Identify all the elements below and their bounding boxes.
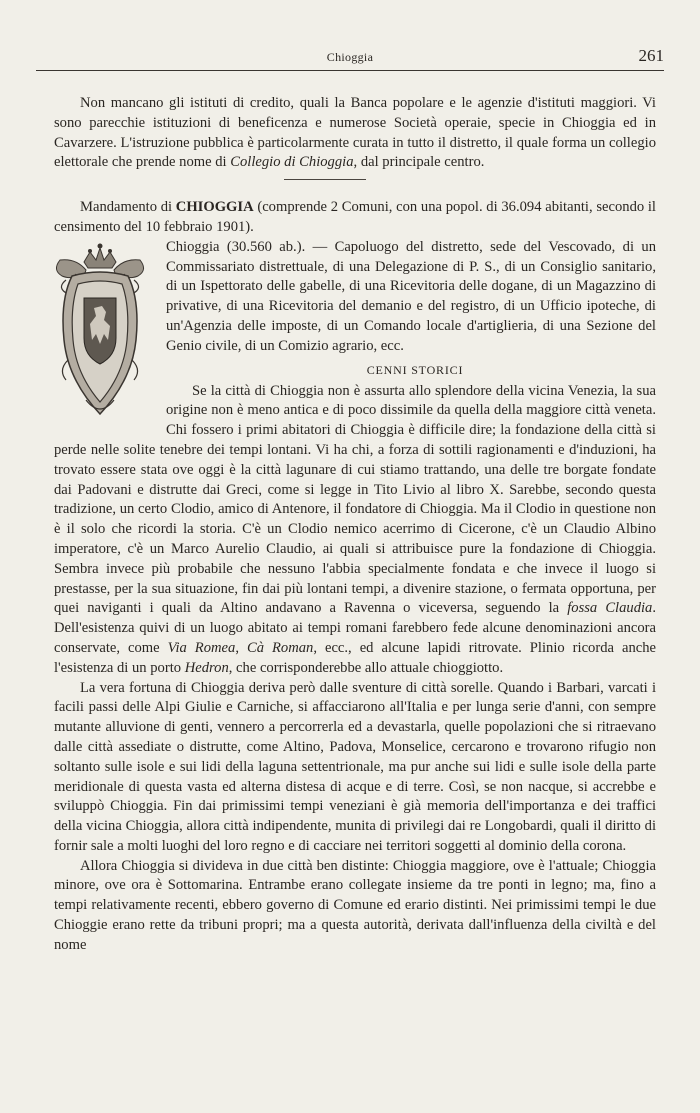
page-number: 261: [638, 46, 664, 65]
mandamento-name: CHIOGGIA: [175, 199, 254, 216]
fossa-claudia: fossa Claudia: [567, 600, 653, 617]
history-paragraph-3: Allora Chioggia si divideva in due città ben distinte: Chioggia maggiore, ove è l'attuale; Chioggia minore, ove ora è Sottomarina. Entrambe erano collegate insieme da tre ponti in legno; ma, fino a tempi relativamente recenti, ebbero governo di Comune ed erario distinti. Nei primissimi tempi le due Chioggie erano rette da tribuni propri; ma a questa autorità, derivata dall'influenza della civiltà e del nome: [54, 857, 656, 953]
history-text-b: . Dell'esistenza quivi di un luogo abitato ai tempi romani farebbero fede alcune denominazioni ancora conservate, come: [54, 600, 656, 656]
city-paragraph: Chioggia (30.560 ab.). — Capoluogo del distretto, sede del Vescovado, di un Commissariato distrettuale, di una Delegazione di P. S., di un Consiglio sanitario, di un Ispettorato delle gabelle, di una Ricevitoria delle dogane, di un Magazzino di privative, di una Ricevitoria del demanio e del registro, di un Ufficio ipoteche, di un'Agenzia delle imposte, di un Comando locale d'artiglieria, di una Sezione del Genio civile, di un Comizio agrario, ecc.: [166, 238, 656, 354]
history-paragraph-2: La vera fortuna di Chioggia deriva però dalle sventure di città sorelle. Quando i Barbari, varcati i facili passi delle Alpi Giulie e Carniche, si affacciarono all'Italia e per lunga serie d'anni, con sempre mutante alluvione di genti, vennero a percorrerla ed a devastarla, quelle popolazioni che si ritraevano dalle città assediate o distrutte, come Altino, Padova, Monselice, cercarono e trovarono rifugio non soltanto sulle isole e sui lidi della laguna settentrionale, ma pur anche sui lidi e sulle isole della parte meridionale di questa vasta ed alterna distesa di acque e di terre. Così, se non nacque, si accrebbe e sviluppò Chioggia. Fin dai primissimi tempi veneziani è già memoria dell'importanza e dei traffici della vicina Chioggia, allora città indipendente, munita di privilegi dai re Longobardi, quali il diritto di fornir sale a molti luoghi del loro regno e di cacciare nei territori soggetti al dominio della corona.: [54, 679, 656, 854]
intro-text-end: , dal principale centro.: [353, 154, 485, 171]
coat-of-arms-icon: [46, 240, 154, 430]
intro-paragraph: [54, 94, 656, 173]
mandamento-text: Mandamento di: [80, 199, 176, 216]
history-text-a: Se la città di Chioggia non è assurta allo splendore della vicina Venezia, la sua origine non è meno antica e di poco dissimile da quella della maggiore città veneta. Chi fossero i primi abitatori di Chioggia è difficile dire; la fondazione della città si perde nelle solite tenebre dei tempi lontani. Vi ha chi, a forza di sottili ragionamenti e d'induzioni, ha trovato essere stata ove oggi è la città lagunare di cui stiamo trattando, una delle tre borgate fondate dai Padovani e distrutte dai Greci, come si legge in Tito Livio al libro X. Sarebbe, secondo questa tradizione, un certo Clodio, amico di Antenore, il fondatore di Chioggia. Ma il Clodio in questione non è il solo che ricordi la storia. C'è un Clodio nemico acerrimo di Cicerone, c'è un Claudio Albino imperatore, c'è un Marco Aurelio Claudio, ai quali si attribuisce pure la fondazione di Chioggia. Sembra invece più probabile che nessuno l'abbia specialmente fondata e che invece il luogo si prestasse, per la sua situazione, fin dai più lontani tempi, a divenire stazione, o fermata opportuna, per quei naviganti i quali da Altino andavano a Ravenna o viceversa, seguendo la: [54, 382, 656, 617]
collegio-name: Collegio di Chioggia: [230, 154, 354, 171]
via-romea: Via Romea: [167, 639, 236, 656]
chioggia-coat-of-arms: [46, 240, 154, 430]
history-text-c: , ecc., ed alcune lapidi ritrovate. Plinio ricorda anche l'esistenza di un porto: [54, 639, 657, 676]
history-text-d: , che corrisponderebbe allo attuale chioggiotto.: [228, 659, 504, 676]
body-text: [54, 94, 656, 956]
ca-roman: Cà Roman: [246, 639, 314, 656]
page-header: [36, 46, 664, 71]
mandamento-paragraph: [54, 198, 656, 238]
hedron: Hedron: [184, 659, 229, 676]
history-separator: ,: [235, 639, 247, 656]
running-title: Chioggia: [326, 50, 374, 64]
intro-text: Non mancano gli istituti di credito, quali la Banca popolare e le agenzie d'istituti maggiori. Vi sono parecchie istituzioni di beneficenza e numerose Società operaie, specie in Chioggia ed in Cavarzere. L'istruzione pubblica è particolarmente curata in tutto il distretto, il quale forma un collegio elettorale che prende nome di: [54, 95, 656, 171]
section-heading: CENNI STORICI: [366, 362, 464, 377]
mandamento-text-end: (comprende 2 Comuni, con una popol. di 36.094 abitanti, secondo il censimento del 10 febbraio 1901).: [54, 199, 656, 235]
